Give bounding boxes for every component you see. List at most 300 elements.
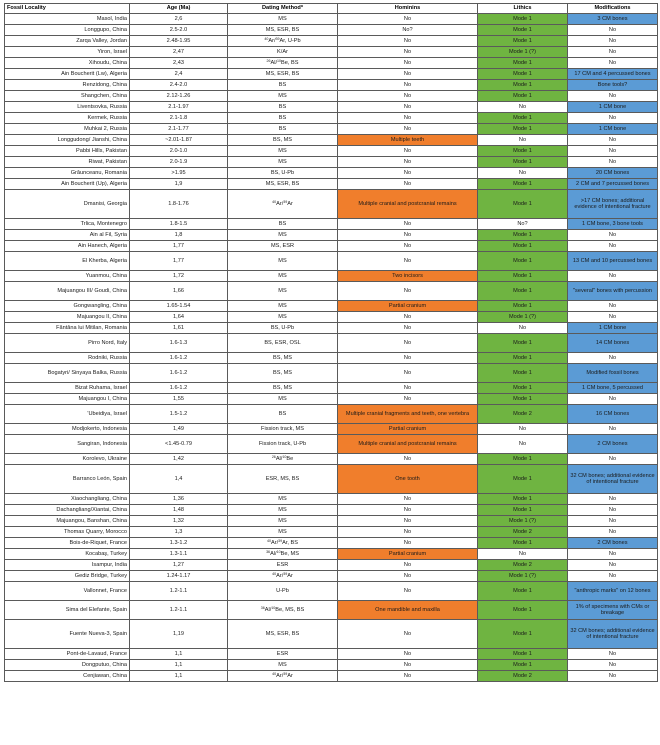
modifications-cell: No xyxy=(568,560,658,571)
hominins-cell: No xyxy=(338,454,478,465)
hominins-cell: No xyxy=(338,124,478,135)
locality-cell: Riwat, Pakistan xyxy=(5,157,130,168)
dating-method-cell: MS xyxy=(228,494,338,505)
age-cell: 1.2-1.1 xyxy=(130,582,228,601)
table-row xyxy=(5,364,658,383)
modifications-cell: No xyxy=(568,353,658,364)
table-row xyxy=(5,230,658,241)
modifications-cell: >17 CM bones; additional evidence of intentional fracture xyxy=(568,190,658,219)
age-cell: 1,1 xyxy=(130,649,228,660)
locality-cell: Rodniki, Russia xyxy=(5,353,130,364)
lithics-cell: Mode 1 xyxy=(478,230,568,241)
locality-cell: Ain Hanech, Algeria xyxy=(5,241,130,252)
table-row xyxy=(5,601,658,620)
age-cell: 1,32 xyxy=(130,516,228,527)
locality-cell: Trlica, Montenegro xyxy=(5,219,130,230)
age-cell: 1.8-1.5 xyxy=(130,219,228,230)
dating-method-cell: MS xyxy=(228,527,338,538)
modifications-cell: 13 CM and 10 percussed bones xyxy=(568,252,658,271)
dating-method-cell: MS, ESR xyxy=(228,241,338,252)
dating-method-cell: BS xyxy=(228,405,338,424)
hominins-cell: No xyxy=(338,494,478,505)
dating-method-cell: ESR xyxy=(228,560,338,571)
locality-cell: Yuanmou, China xyxy=(5,271,130,282)
dating-method-cell: MS xyxy=(228,230,338,241)
hominins-cell: No xyxy=(338,383,478,394)
modifications-cell: No xyxy=(568,454,658,465)
lithics-cell: Mode 1 xyxy=(478,113,568,124)
header-dating: Dating Method* xyxy=(228,4,338,14)
table-row xyxy=(5,394,658,405)
table-row xyxy=(5,252,658,271)
age-cell: 1.3-1.1 xyxy=(130,549,228,560)
table-row xyxy=(5,135,658,146)
hominins-cell: No xyxy=(338,241,478,252)
modifications-cell: 32 CM bones; additional evidence of intentional fracture xyxy=(568,620,658,649)
lithics-cell: Mode 1 xyxy=(478,91,568,102)
age-cell: >1.95 xyxy=(130,168,228,179)
hominins-cell: No xyxy=(338,102,478,113)
dating-method-cell: MS, ESR, BS xyxy=(228,620,338,649)
hominins-cell: No? xyxy=(338,25,478,36)
table-row xyxy=(5,91,658,102)
locality-cell: Dachangliang/Xiantai, China xyxy=(5,505,130,516)
age-cell: 1.6-1.2 xyxy=(130,383,228,394)
lithics-cell: Mode 1 xyxy=(478,301,568,312)
table-row xyxy=(5,47,658,58)
hominins-cell: No xyxy=(338,671,478,682)
dating-method-cell: BS, U-Pb xyxy=(228,168,338,179)
lithics-cell: Mode 1 xyxy=(478,190,568,219)
dating-method-cell: $^{26}$Al/$^{10}$Be xyxy=(228,454,338,465)
lithics-cell: No xyxy=(478,102,568,113)
age-cell: 2,47 xyxy=(130,47,228,58)
header-lithics: Lithics xyxy=(478,4,568,14)
age-cell: 1,36 xyxy=(130,494,228,505)
lithics-cell: Mode 1 xyxy=(478,58,568,69)
table-row xyxy=(5,271,658,282)
locality-cell: Pabbi Hills, Pakistan xyxy=(5,146,130,157)
age-cell: 1.3-1.2 xyxy=(130,538,228,549)
table-row xyxy=(5,671,658,682)
modifications-cell: 2 CM bones xyxy=(568,435,658,454)
table-row xyxy=(5,190,658,219)
age-cell: 2.48-1.95 xyxy=(130,36,228,47)
dating-method-cell: MS xyxy=(228,505,338,516)
table-row xyxy=(5,527,658,538)
age-cell: 2.0-1.0 xyxy=(130,146,228,157)
lithics-cell: Mode 1 xyxy=(478,601,568,620)
locality-cell: Longgupo, China xyxy=(5,25,130,36)
dating-method-cell: MS xyxy=(228,660,338,671)
age-cell: 2,6 xyxy=(130,14,228,25)
hominins-cell: No xyxy=(338,620,478,649)
dating-method-cell: $^{36}$Al/$^{10}$Be, MS, BS xyxy=(228,601,338,620)
modifications-cell: No xyxy=(568,271,658,282)
age-cell: 1,77 xyxy=(130,252,228,271)
table-row xyxy=(5,219,658,230)
dating-method-cell: $^{40}$Ar/$^{39}$Ar xyxy=(228,571,338,582)
locality-cell: 'Ubeidiya, Israel xyxy=(5,405,130,424)
table-row xyxy=(5,241,658,252)
modifications-cell: 14 CM bones xyxy=(568,334,658,353)
hominins-cell: No xyxy=(338,179,478,190)
table-row xyxy=(5,102,658,113)
age-cell: 1.8-1.76 xyxy=(130,190,228,219)
locality-cell: Korolevo, Ukraine xyxy=(5,454,130,465)
hominins-cell: No xyxy=(338,91,478,102)
age-cell: 1,1 xyxy=(130,671,228,682)
lithics-cell: Mode 1 xyxy=(478,25,568,36)
lithics-cell: Mode 1 (?) xyxy=(478,516,568,527)
locality-cell: Vallonnet, France xyxy=(5,582,130,601)
age-cell: 1,66 xyxy=(130,282,228,301)
modifications-cell: 1 CM bone xyxy=(568,102,658,113)
hominins-cell: Partial cranium xyxy=(338,424,478,435)
locality-cell: Dongputuo, China xyxy=(5,660,130,671)
modifications-cell: 2 CM and 7 percussed bones xyxy=(568,179,658,190)
dating-method-cell: MS xyxy=(228,312,338,323)
dating-method-cell: $^{40}$Ar/$^{39}$Ar, BS xyxy=(228,538,338,549)
modifications-cell: 1 CM bone, 3 bone tools xyxy=(568,219,658,230)
hominins-cell: No xyxy=(338,113,478,124)
modifications-cell: 17 CM and 4 percussed bones xyxy=(568,69,658,80)
hominins-cell: No xyxy=(338,353,478,364)
dating-method-cell: ESR xyxy=(228,649,338,660)
hominins-cell: No xyxy=(338,69,478,80)
locality-cell: Masol, India xyxy=(5,14,130,25)
hominins-cell: No xyxy=(338,538,478,549)
locality-cell: Majuangou I, China xyxy=(5,394,130,405)
table-row xyxy=(5,649,658,660)
table-row xyxy=(5,494,658,505)
locality-cell: Ain Boucherit (Lw), Algeria xyxy=(5,69,130,80)
hominins-cell: One tooth xyxy=(338,465,478,494)
age-cell: 1,9 xyxy=(130,179,228,190)
table-row xyxy=(5,124,658,135)
table-row xyxy=(5,383,658,394)
table-row xyxy=(5,560,658,571)
modifications-cell: 1% of specimens with CMs or breakage xyxy=(568,601,658,620)
lithics-cell: Mode 1 xyxy=(478,69,568,80)
dating-method-cell: MS xyxy=(228,301,338,312)
dating-method-cell: U-Pb xyxy=(228,582,338,601)
modifications-cell: No xyxy=(568,549,658,560)
locality-cell: Grăunceanu, Romania xyxy=(5,168,130,179)
dating-method-cell: BS xyxy=(228,113,338,124)
lithics-cell: Mode 1 xyxy=(478,14,568,25)
table-row xyxy=(5,582,658,601)
table-row xyxy=(5,146,658,157)
table-row xyxy=(5,323,658,334)
table-row xyxy=(5,405,658,424)
lithics-cell: Mode 1 xyxy=(478,494,568,505)
modifications-cell: 32 CM bones; additional evidence of intentional fracture xyxy=(568,465,658,494)
age-cell: 1,3 xyxy=(130,527,228,538)
hominins-cell: No xyxy=(338,230,478,241)
age-cell: 2.4-2.0 xyxy=(130,80,228,91)
hominins-cell: No xyxy=(338,14,478,25)
locality-cell: Pirro Nord, Italy xyxy=(5,334,130,353)
age-cell: 2,43 xyxy=(130,58,228,69)
hominins-cell: No xyxy=(338,571,478,582)
hominins-cell: No xyxy=(338,58,478,69)
fossil-localities-table xyxy=(4,3,658,682)
hominins-cell: One mandible and maxilla xyxy=(338,601,478,620)
hominins-cell: Multiple cranial fragments and teeth, one vertebra xyxy=(338,405,478,424)
dating-method-cell: BS, MS xyxy=(228,353,338,364)
lithics-cell: Mode 2 xyxy=(478,527,568,538)
locality-cell: Modjokerto, Indonesia xyxy=(5,424,130,435)
locality-cell: Isampur, India xyxy=(5,560,130,571)
dating-method-cell: $^{26}$Al/$^{10}$Be, BS xyxy=(228,58,338,69)
dating-method-cell: MS xyxy=(228,394,338,405)
locality-cell: Bizat Ruhama, Israel xyxy=(5,383,130,394)
modifications-cell: No xyxy=(568,230,658,241)
modifications-cell: No xyxy=(568,36,658,47)
age-cell: 1,4 xyxy=(130,465,228,494)
modifications-cell: No xyxy=(568,135,658,146)
age-cell: 2.0-1.9 xyxy=(130,157,228,168)
dating-method-cell: Fission track, MS xyxy=(228,424,338,435)
hominins-cell: No xyxy=(338,47,478,58)
age-cell: 2,4 xyxy=(130,69,228,80)
dating-method-cell: $^{40}$Ar/$^{39}$Ar xyxy=(228,190,338,219)
table-row xyxy=(5,312,658,323)
lithics-cell: Mode 1 xyxy=(478,146,568,157)
table-row xyxy=(5,435,658,454)
modifications-cell: No xyxy=(568,146,658,157)
lithics-cell: Mode 1 (?) xyxy=(478,47,568,58)
modifications-cell: 20 CM bones xyxy=(568,168,658,179)
modifications-cell: "several" bones with percussion xyxy=(568,282,658,301)
lithics-cell: Mode 2 xyxy=(478,405,568,424)
hominins-cell: No xyxy=(338,660,478,671)
modifications-cell: No xyxy=(568,312,658,323)
locality-cell: Ain Boucherit (Up), Algeria xyxy=(5,179,130,190)
table-row xyxy=(5,620,658,649)
header-hominins: Hominins xyxy=(338,4,478,14)
table-row xyxy=(5,14,658,25)
hominins-cell: No xyxy=(338,80,478,91)
age-cell: 1,27 xyxy=(130,560,228,571)
age-cell: 1.2-1.1 xyxy=(130,601,228,620)
dating-method-cell: BS xyxy=(228,124,338,135)
hominins-cell: No xyxy=(338,364,478,383)
table-row xyxy=(5,113,658,124)
table-row xyxy=(5,334,658,353)
table-row xyxy=(5,301,658,312)
age-cell: 1,1 xyxy=(130,660,228,671)
age-cell: 1,49 xyxy=(130,424,228,435)
lithics-cell: No xyxy=(478,135,568,146)
modifications-cell: No xyxy=(568,58,658,69)
table-row xyxy=(5,80,658,91)
dating-method-cell: BS, U-Pb xyxy=(228,323,338,334)
dating-method-cell: MS xyxy=(228,271,338,282)
hominins-cell: No xyxy=(338,146,478,157)
age-cell: 2.1-1.8 xyxy=(130,113,228,124)
locality-cell: Pont-de-Lavaud, France xyxy=(5,649,130,660)
locality-cell: Renzidong, China xyxy=(5,80,130,91)
lithics-cell: Mode 1 xyxy=(478,157,568,168)
dating-method-cell: MS, ESR, BS xyxy=(228,179,338,190)
lithics-cell: No xyxy=(478,435,568,454)
table-row xyxy=(5,538,658,549)
hominins-cell: No xyxy=(338,36,478,47)
locality-cell: Fuente Nueva-3, Spain xyxy=(5,620,130,649)
dating-method-cell: Fission track, U-Pb xyxy=(228,435,338,454)
modifications-cell: No xyxy=(568,91,658,102)
hominins-cell: Multiple cranial and postcranial remains xyxy=(338,190,478,219)
hominins-cell: No xyxy=(338,334,478,353)
dating-method-cell: MS xyxy=(228,91,338,102)
lithics-cell: Mode 1 xyxy=(478,241,568,252)
age-cell: <1.45-0.79 xyxy=(130,435,228,454)
lithics-cell: Mode 1 (?) xyxy=(478,312,568,323)
age-cell: 1.6-1.3 xyxy=(130,334,228,353)
dating-method-cell: $^{40}$Ar/$^{39}$Ar, U-Pb xyxy=(228,36,338,47)
dating-method-cell: K/Ar xyxy=(228,47,338,58)
modifications-cell: 2 CM bones xyxy=(568,538,658,549)
modifications-cell: No xyxy=(568,649,658,660)
age-cell: 1.6-1.2 xyxy=(130,364,228,383)
locality-cell: Xihoudu, China xyxy=(5,58,130,69)
lithics-cell: Mode 2 xyxy=(478,560,568,571)
dating-method-cell: $^{40}$Ar/$^{39}$Ar xyxy=(228,671,338,682)
hominins-cell: Partial cranium xyxy=(338,549,478,560)
dating-method-cell: $^{36}$Al/$^{10}$Be, MS xyxy=(228,549,338,560)
modifications-cell: 3 CM bones xyxy=(568,14,658,25)
lithics-cell: Mode 1 xyxy=(478,660,568,671)
age-cell: 1.65-1.54 xyxy=(130,301,228,312)
age-cell: 2.1-1.97 xyxy=(130,102,228,113)
table-row xyxy=(5,179,658,190)
locality-cell: Zarqa Valley, Jordan xyxy=(5,36,130,47)
hominins-cell: No xyxy=(338,219,478,230)
lithics-cell: Mode 1 xyxy=(478,252,568,271)
lithics-cell: Mode 1 xyxy=(478,80,568,91)
lithics-cell: Mode 1 xyxy=(478,271,568,282)
header-modifications: Modifications xyxy=(568,4,658,14)
locality-cell: Majuangou, Banshan, China xyxy=(5,516,130,527)
modifications-cell: No xyxy=(568,25,658,36)
table-row xyxy=(5,353,658,364)
lithics-cell: Mode 1 xyxy=(478,353,568,364)
age-cell: 1,64 xyxy=(130,312,228,323)
age-cell: 2.12-1.26 xyxy=(130,91,228,102)
hominins-cell: No xyxy=(338,516,478,527)
locality-cell: Bois-de-Riquet, France xyxy=(5,538,130,549)
locality-cell: Sima del Elefante, Spain xyxy=(5,601,130,620)
locality-cell: Bogatyri/ Sinyaya Balka, Russia xyxy=(5,364,130,383)
dating-method-cell: MS xyxy=(228,282,338,301)
modifications-cell: No xyxy=(568,516,658,527)
lithics-cell: No? xyxy=(478,219,568,230)
table-body xyxy=(5,14,658,682)
dating-method-cell: BS xyxy=(228,80,338,91)
lithics-cell: Mode 1 xyxy=(478,649,568,660)
hominins-cell: No xyxy=(338,649,478,660)
dating-method-cell: MS xyxy=(228,14,338,25)
age-cell: 1,48 xyxy=(130,505,228,516)
locality-cell: Făntâna lui Mitilan, Romania xyxy=(5,323,130,334)
lithics-cell: Mode 1 xyxy=(478,334,568,353)
lithics-cell: No xyxy=(478,168,568,179)
locality-cell: Xiaochangliang, China xyxy=(5,494,130,505)
dating-method-cell: BS, MS xyxy=(228,135,338,146)
lithics-cell: Mode 1 xyxy=(478,124,568,135)
header-age: Age (Ma) xyxy=(130,4,228,14)
age-cell: 1,55 xyxy=(130,394,228,405)
hominins-cell: No xyxy=(338,505,478,516)
age-cell: 1.6-1.2 xyxy=(130,353,228,364)
lithics-cell: No xyxy=(478,323,568,334)
hominins-cell: No xyxy=(338,560,478,571)
locality-cell: Ain al Fil, Syria xyxy=(5,230,130,241)
modifications-cell: No xyxy=(568,301,658,312)
dating-method-cell: ESR, MS, BS xyxy=(228,465,338,494)
table-row xyxy=(5,168,658,179)
header-locality: Fossil Locality xyxy=(5,4,130,14)
modifications-cell: 1 CM bone, 5 percussed xyxy=(568,383,658,394)
table-row xyxy=(5,465,658,494)
dating-method-cell: BS xyxy=(228,102,338,113)
age-cell: 1.5-1.2 xyxy=(130,405,228,424)
locality-cell: Sangiran, Indonesia xyxy=(5,435,130,454)
dating-method-cell: BS, ESR, OSL xyxy=(228,334,338,353)
lithics-cell: Mode 1 xyxy=(478,383,568,394)
locality-cell: Thomas Quarry, Morocco xyxy=(5,527,130,538)
table-row xyxy=(5,25,658,36)
modifications-cell: No xyxy=(568,660,658,671)
lithics-cell: Mode 1 xyxy=(478,465,568,494)
dating-method-cell: BS xyxy=(228,219,338,230)
lithics-cell: Mode 1 (?) xyxy=(478,571,568,582)
lithics-cell: Mode 1 xyxy=(478,620,568,649)
lithics-cell: Mode 1 xyxy=(478,36,568,47)
locality-cell: Shangchen, China xyxy=(5,91,130,102)
modifications-cell: "anthropic marks" on 12 bones xyxy=(568,582,658,601)
dating-method-cell: BS, MS xyxy=(228,383,338,394)
modifications-cell: No xyxy=(568,671,658,682)
dating-method-cell: MS xyxy=(228,157,338,168)
locality-cell: Gongwangling, China xyxy=(5,301,130,312)
lithics-cell: Mode 1 xyxy=(478,505,568,516)
hominins-cell: No xyxy=(338,312,478,323)
age-cell: 1,8 xyxy=(130,230,228,241)
modifications-cell: No xyxy=(568,394,658,405)
locality-cell: Gediz Bridge, Turkey xyxy=(5,571,130,582)
dating-method-cell: MS, ESR, BS xyxy=(228,25,338,36)
hominins-cell: No xyxy=(338,168,478,179)
locality-cell: Longgudong/ Jianshi, China xyxy=(5,135,130,146)
lithics-cell: Mode 1 xyxy=(478,364,568,383)
hominins-cell: No xyxy=(338,323,478,334)
hominins-cell: No xyxy=(338,157,478,168)
hominins-cell: No xyxy=(338,582,478,601)
table-row xyxy=(5,36,658,47)
table-row xyxy=(5,282,658,301)
hominins-cell: No xyxy=(338,282,478,301)
lithics-cell: No xyxy=(478,424,568,435)
table-row xyxy=(5,69,658,80)
locality-cell: Cenjiawan, China xyxy=(5,671,130,682)
modifications-cell: 1 CM bone xyxy=(568,124,658,135)
locality-cell: Kermek, Russia xyxy=(5,113,130,124)
dating-method-cell: MS xyxy=(228,516,338,527)
lithics-cell: Mode 1 xyxy=(478,282,568,301)
